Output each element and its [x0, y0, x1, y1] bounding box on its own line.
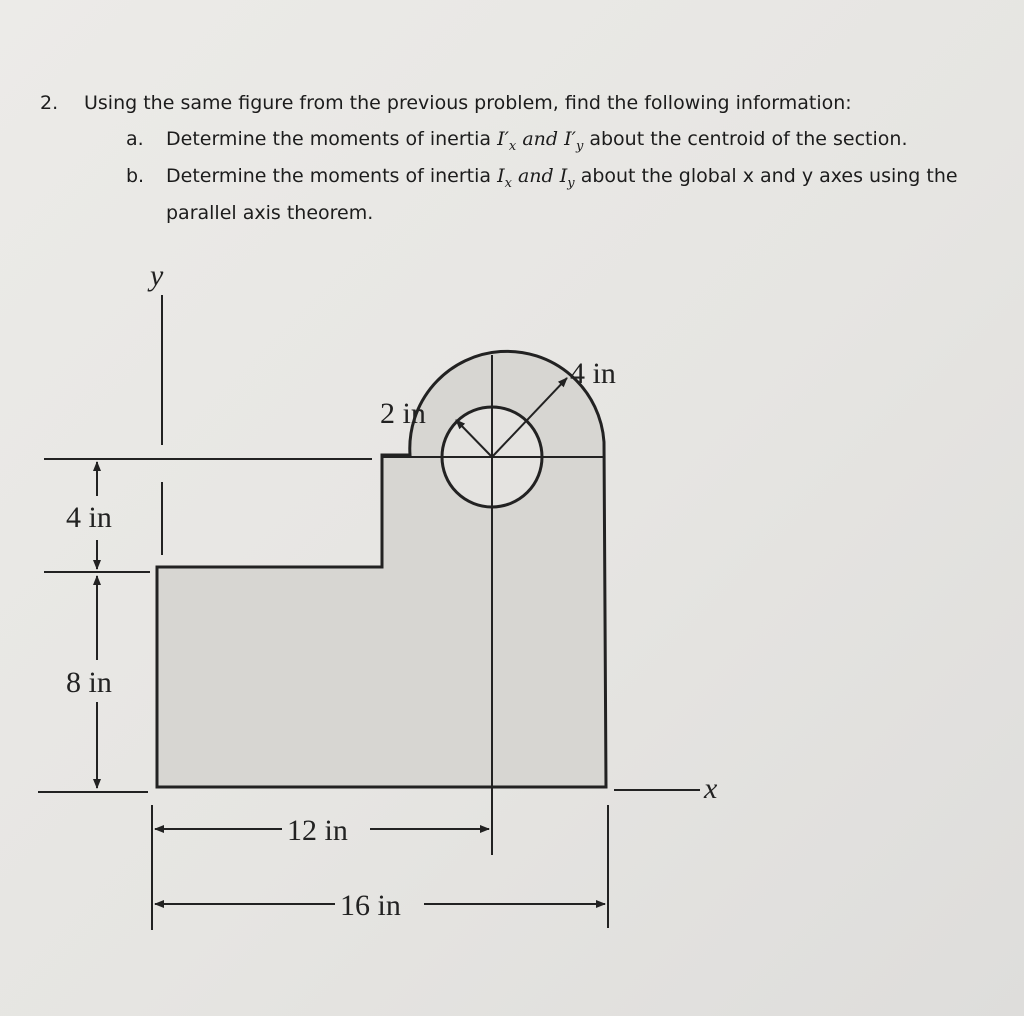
dim-width-12: 12 in [287, 814, 348, 847]
part-b-suffix: about the global x and y axes using the [580, 165, 958, 187]
part-b-label: b. [126, 165, 145, 187]
x-axis-label: x [704, 772, 718, 805]
part-a-suffix: about the centroid of the section. [589, 128, 908, 150]
part-a-label: a. [126, 128, 144, 150]
part-b-conj: and [517, 165, 554, 187]
part-b-text [166, 165, 958, 191]
part-b-symbol-iy: $I_y$ [559, 165, 575, 191]
part-a-symbol-ix: $I'_x$ [497, 128, 517, 154]
dim-radius-hole: 2 in [380, 397, 426, 430]
part-a-prefix: Determine the moments of inertia [166, 128, 492, 150]
problem-stem: Using the same figure from the previous problem, find the following information: [84, 92, 852, 114]
part-b-line2: parallel axis theorem. [166, 202, 374, 224]
cross-section-figure [0, 250, 1024, 1016]
part-a-conj: and [522, 128, 559, 150]
problem-number: 2. [40, 92, 59, 114]
y-axis-label: y [150, 259, 164, 292]
dim-radius-outer: 4 in [570, 357, 616, 390]
part-a-text [166, 128, 908, 154]
dim-height-upper: 4 in [66, 501, 112, 534]
part-b-symbol-ix: $I_x$ [497, 165, 512, 191]
dim-width-16: 16 in [340, 889, 401, 922]
part-b-prefix: Determine the moments of inertia [166, 165, 492, 187]
dim-height-lower: 8 in [66, 666, 112, 699]
part-a-symbol-iy: $I'_y$ [564, 128, 584, 154]
